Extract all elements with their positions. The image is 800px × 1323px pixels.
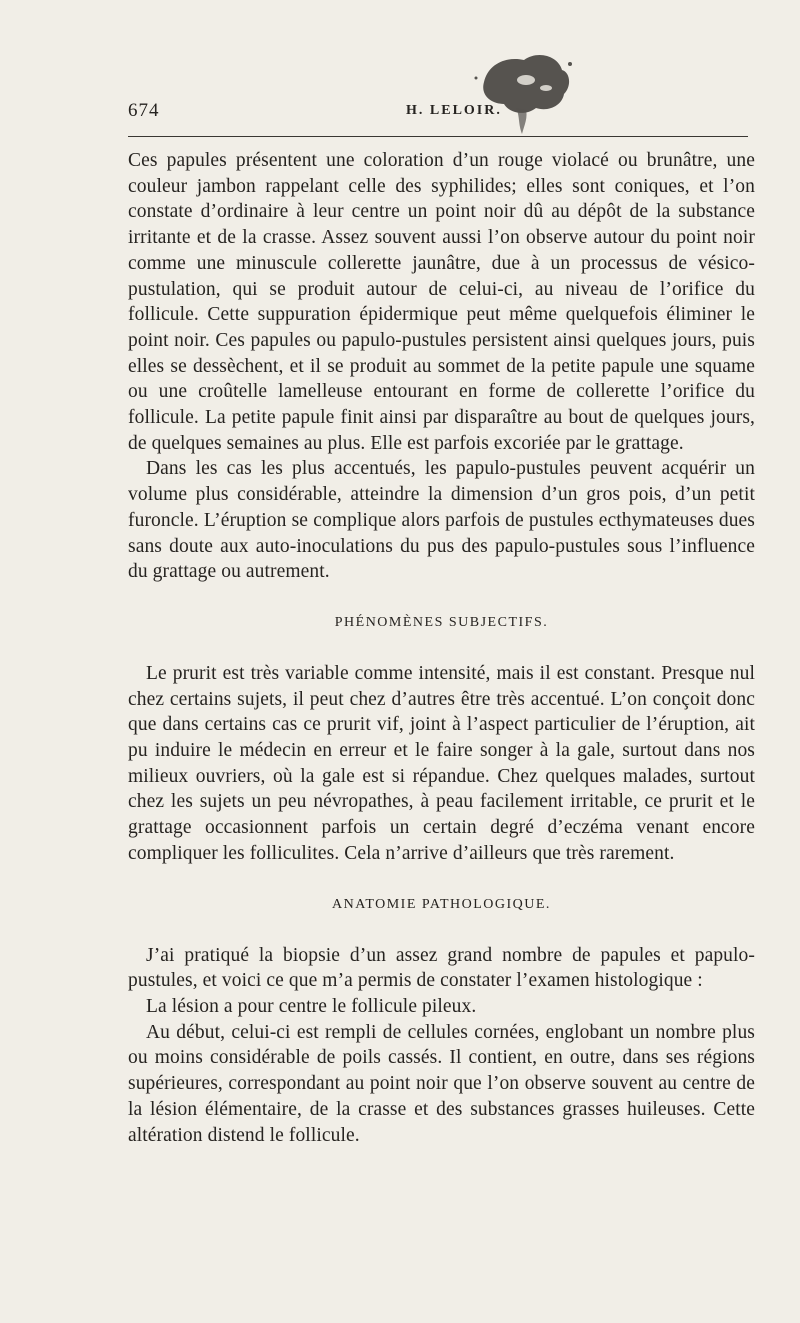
paragraph: Ces papules présentent une coloration d’un rouge violacé ou brunâtre, une couleur jambon rappelant celle des syphilides; elles sont coniques, et l’on constate d’ordinaire à leur centre un point noir dû au dépôt de la substance irritante et de la crasse. Assez souvent aussi l’on observe autour du point noir comme une minuscule collerette jaunâtre, due à un processus de vésico-pustulation, qui se produit autour de celui-ci, au niveau de l’orifice du follicule. Cette suppuration épidermique peut même quelquefois éliminer le point noir. Ces papules ou papulo-pustules persistent ainsi quelques jours, puis elles se dessèchent, et il se produit au sommet de la petite papule une squame ou une croûtelle lamelleuse entourant en forme de collerette l’orifice du follicule. La petite papule finit ainsi par disparaître au bout de quelques jours, de quelques semaines au plus. Elle est parfois excoriée par le grattage. bbox=[128, 150, 755, 454]
paragraph: La lésion a pour centre le follicule pileux. bbox=[146, 995, 477, 1017]
body-text bbox=[128, 148, 755, 1148]
paragraph: Le prurit est très variable comme intensité, mais il est constant. Presque nul chez certains sujets, il peut chez d’autres être très accentué. L’on conçoit donc que dans certains cas ce prurit vif, joint à l’aspect particulier de l’éruption, ait pu induire le médecin en erreur et le faire songer à la gale, surtout dans nos milieux ouvriers, où la gale est si répandue. Chez quelques malades, surtout chez les sujets un peu névropathes, à peau facilement irritable, ce prurit et le grattage occasionnent parfois un certain degré d’eczéma venant encore compliquer les folliculites. Cela n’arrive d’ailleurs que très rarement. bbox=[128, 662, 755, 864]
section-title: PHÉNOMÈNES SUBJECTIFS. bbox=[334, 614, 549, 630]
page-header bbox=[128, 100, 748, 130]
running-head: H. LELOIR. bbox=[406, 103, 502, 118]
paragraph: Dans les cas les plus accentués, les papulo-pustules peuvent acquérir un volume plus considérable, atteindre la dimension d’un gros pois, d’un petit furoncle. L’éruption se complique alors parfois de pustules ecthymateuses dues sans doute aux auto-inoculations du pus des papulo-pustules sous l’influence du grattage ou autrement. bbox=[128, 458, 755, 583]
paragraph: J’ai pratiqué la biopsie d’un assez grand nombre de papules et papulo-pustules, et voici ce que m’a permis de constater l’examen histologique : bbox=[128, 944, 755, 992]
section-title: ANATOMIE PATHOLOGIQUE. bbox=[332, 896, 551, 912]
paragraph: Au début, celui-ci est rempli de cellules cornées, englobant un nombre plus ou moins considérable de poils cassés. Il contient, en outre, dans ses régions supérieures, correspondant au point noir que l’on observe souvent au centre de la lésion élémentaire, de la crasse et des substances grasses huileuses. Cette altération distend le follicule. bbox=[128, 1021, 755, 1146]
page-number: 674 bbox=[128, 100, 160, 121]
header-rule bbox=[128, 136, 748, 137]
